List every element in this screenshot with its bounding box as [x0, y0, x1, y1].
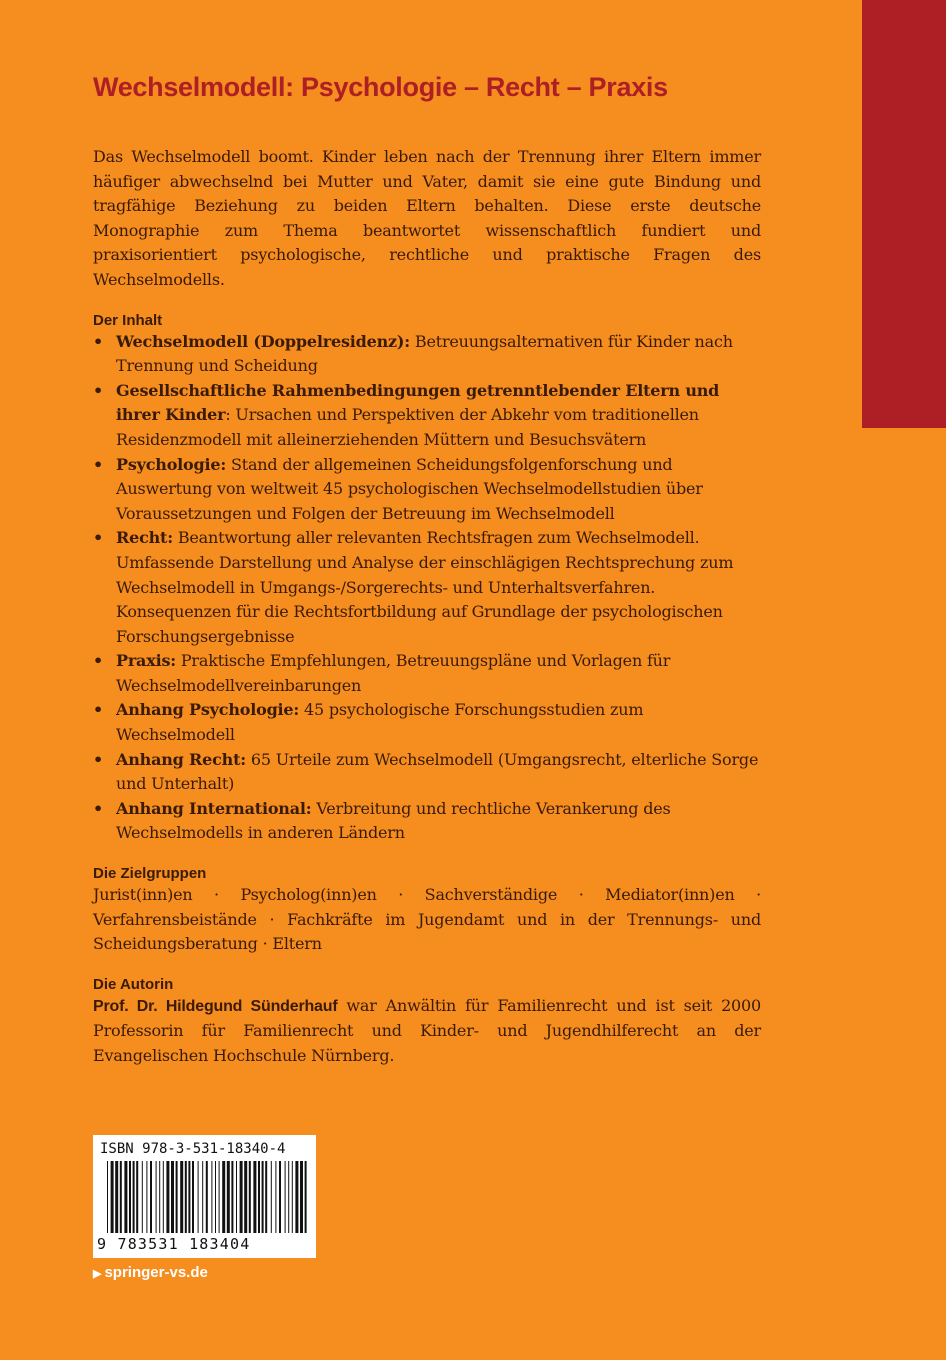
barcode-bar	[236, 1161, 237, 1233]
barcode-bar	[265, 1161, 267, 1233]
barcode-bar	[176, 1161, 178, 1233]
barcode-bar	[262, 1161, 264, 1233]
back-cover-text	[93, 72, 761, 1088]
isbn-label: ISBN 978-3-531-18340-4	[100, 1141, 286, 1157]
barcode-bar	[133, 1161, 135, 1233]
barcode-bar	[253, 1161, 256, 1233]
barcode-bar	[249, 1161, 251, 1233]
item-text: Beantwortung aller relevanten Rechtsfragen zum Wechselmodell. Umfassende Darstellung und Analyse der einschlägigen Rechtsprechung zum Wechselmodell in Umgangs-/Sorgerechts- und Unterhaltsverfahren. Konsequenzen für die Rechtsfortbildung auf Grundlage der psychologischen Forschungsergebnisse	[116, 528, 734, 646]
item-label: Anhang International:	[116, 798, 312, 818]
barcode-bar	[305, 1161, 307, 1233]
barcode-bar	[211, 1161, 212, 1233]
barcode-bar	[124, 1161, 127, 1233]
barcode-bar	[219, 1161, 220, 1233]
barcode-bar	[120, 1161, 122, 1233]
barcode-bar	[180, 1161, 183, 1233]
audience-text: Jurist(inn)en · Psycholog(inn)en · Sachverständige · Mediator(inn)en · Verfahrensbeistände · Fachkräfte im Jugendamt und in der Trennungs- und Scheidungsberatung · Eltern	[93, 885, 761, 954]
barcode-bar	[227, 1161, 230, 1233]
barcode-bar	[159, 1161, 160, 1233]
list-item	[93, 649, 761, 698]
list-item	[93, 797, 761, 846]
contents-list	[93, 330, 761, 846]
list-item	[93, 379, 761, 453]
barcode-bar	[150, 1161, 152, 1233]
isbn-barcode	[93, 1135, 316, 1258]
bullet-icon: •	[93, 528, 104, 548]
publisher-link[interactable]	[93, 1264, 208, 1281]
bullet-icon: •	[93, 700, 104, 720]
barcode-bar	[215, 1161, 216, 1233]
item-label: Anhang Psychologie:	[116, 700, 300, 720]
book-title: Wechselmodell: Psychologie – Recht – Praxis	[93, 72, 668, 102]
author-bio	[93, 994, 761, 1069]
bullet-icon: •	[93, 454, 104, 474]
author-bio-text: war Anwältin für Familienrecht und ist seit 2000 Professorin für Familienrecht und Kinder- und Jugendhilferecht an der Evangelischen Hochschule Nürnberg.	[93, 995, 761, 1065]
item-text: 45 psychologische Forschungsstudien zum Wechselmodell	[116, 700, 644, 745]
item-label: Recht:	[116, 528, 173, 548]
red-accent-band	[862, 0, 946, 428]
item-label: Praxis:	[116, 651, 176, 671]
barcode-bar	[231, 1161, 233, 1233]
bullet-icon: •	[93, 749, 104, 769]
barcode-bar	[275, 1161, 276, 1233]
item-text: Betreuungsalternativen für Kinder nach Trennung und Scheidung	[116, 331, 733, 376]
item-label: Anhang Recht:	[116, 749, 246, 769]
publisher-link-text: springer-vs.de	[104, 1264, 208, 1281]
barcode-bar	[258, 1161, 260, 1233]
author-name: Prof. Dr. Hildegund Sünderhauf	[93, 997, 338, 1015]
barcode-bar	[288, 1161, 289, 1233]
arrow-right-icon: ▶	[93, 1268, 102, 1280]
barcode-bar	[166, 1161, 169, 1233]
list-item	[93, 330, 761, 379]
barcode-bar	[198, 1161, 199, 1233]
barcode-bar	[115, 1161, 118, 1233]
barcode-bar	[188, 1161, 190, 1233]
item-text: Praktische Empfehlungen, Betreuungspläne und Vorlagen für Wechselmodellvereinbarungen	[116, 651, 671, 695]
barcode-bar	[300, 1161, 303, 1233]
barcode-bar	[244, 1161, 247, 1233]
audience-heading: Die Zielgruppen	[93, 865, 207, 883]
barcode-bar	[271, 1161, 272, 1233]
item-text: 65 Urteile zum Wechselmodell (Umgangsrecht, elterliche Sorge und Unterhalt)	[116, 749, 759, 794]
item-label: Wechselmodell (Doppelresidenz):	[116, 331, 410, 351]
list-item	[93, 453, 761, 527]
barcode-bar	[292, 1161, 293, 1233]
intro-paragraph: Das Wechselmodell boomt. Kinder leben nach der Trennung ihrer Eltern immer häufiger abwechselnd bei Mutter und Vater, damit sie eine gute Bindung und tragfähige Beziehung zu beiden Eltern behalten. Diese erste deutsche Monographie zum Thema beantwortet wissenschaftlich fundiert und praxisorientiert psychologische, rechtliche und praktische Fragen des Wechselmodells.	[93, 147, 761, 289]
contents-heading: Der Inhalt	[93, 311, 163, 329]
item-text: Stand der allgemeinen Scheidungsfolgenforschung und Auswertung von weltweit 45 psychologischen Wechselmodellstudien über Voraussetzungen und Folgen der Betreuung im Wechselmodell	[116, 454, 703, 523]
bullet-icon: •	[93, 331, 104, 351]
barcode-bars-icon	[107, 1161, 307, 1233]
item-text: Verbreitung und rechtliche Verankerung des Wechselmodells in anderen Ländern	[116, 798, 671, 843]
barcode-bar	[163, 1161, 164, 1233]
barcode-bar	[156, 1161, 157, 1233]
author-heading: Die Autorin	[93, 975, 174, 993]
barcode-bar	[107, 1161, 108, 1233]
bullet-icon: •	[93, 798, 104, 818]
barcode-bar	[142, 1161, 143, 1233]
item-label: Gesellschaftliche Rahmenbedingungen getrenntlebender Eltern und ihrer Kinder	[116, 380, 720, 425]
barcode-bar	[111, 1161, 114, 1233]
barcode-bar	[171, 1161, 174, 1233]
barcode-bar	[206, 1161, 208, 1233]
barcode-bar	[129, 1161, 131, 1233]
bullet-icon: •	[93, 380, 104, 400]
list-item	[93, 698, 761, 747]
barcode-bar	[295, 1161, 298, 1233]
barcode-bar	[185, 1161, 187, 1233]
item-label: Psychologie:	[116, 454, 227, 474]
list-item	[93, 526, 761, 649]
barcode-bar	[146, 1161, 147, 1233]
list-item	[93, 748, 761, 797]
barcode-bar	[202, 1161, 203, 1233]
item-text: : Ursachen und Perspektiven der Abkehr vom traditionellen Residenzmodell mit alleinerziehenden Müttern und Besuchsvätern	[116, 405, 699, 449]
barcode-bar	[222, 1161, 225, 1233]
bullet-icon: •	[93, 651, 104, 671]
barcode-bar	[279, 1161, 281, 1233]
barcode-bar	[285, 1161, 286, 1233]
barcode-bar	[136, 1161, 138, 1233]
barcode-bar	[240, 1161, 243, 1233]
barcode-bar	[192, 1161, 194, 1233]
barcode-digits: 9 783531 183404	[97, 1235, 251, 1253]
